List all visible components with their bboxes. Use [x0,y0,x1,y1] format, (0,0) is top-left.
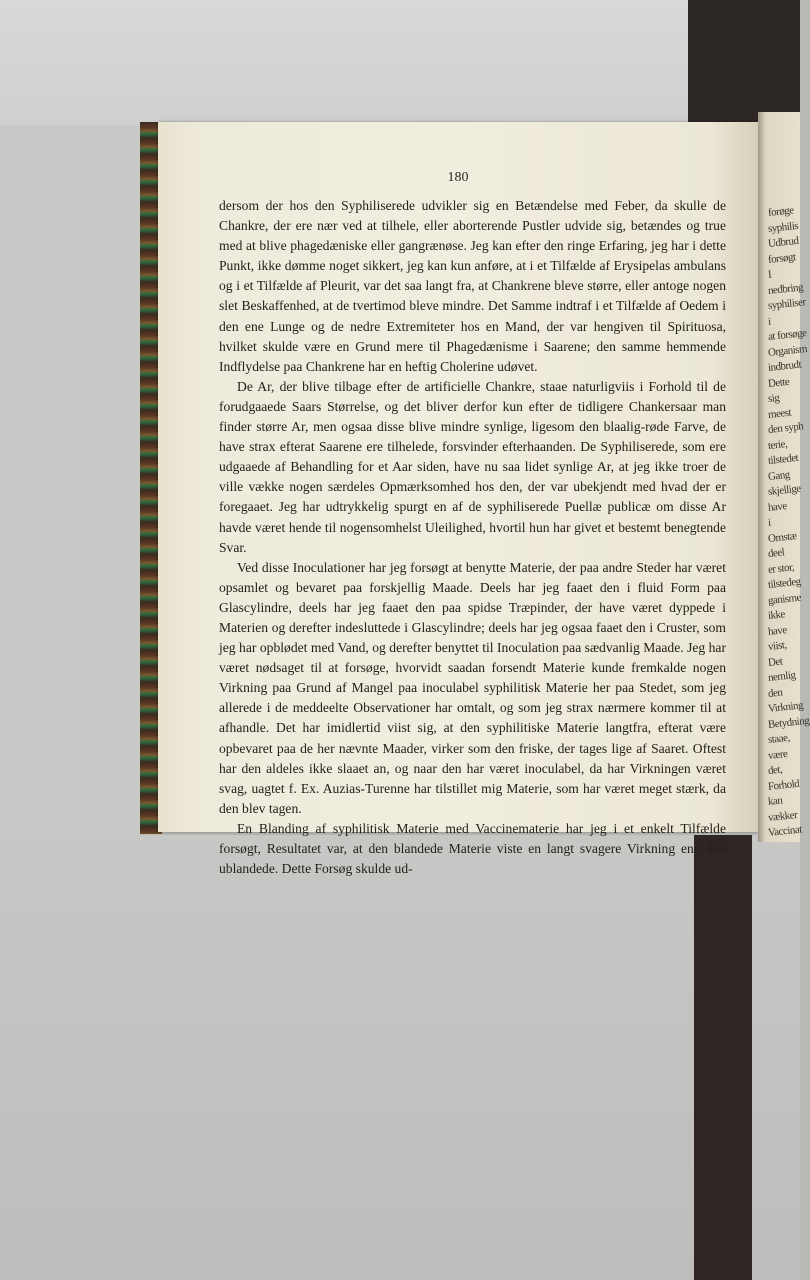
facing-page-fragment: den [767,686,783,700]
facing-page-fragment: staae, [767,731,791,746]
facing-page-fragment: forøge [767,204,795,219]
page-body-text [219,196,726,879]
facing-page-fragment: tilstedet [767,451,799,467]
facing-page-fragment: tilstedeg [767,575,802,591]
facing-page-fragment: kan [767,794,783,808]
facing-page-fragment: deel [767,546,785,560]
facing-page-fragment: Forhold [767,777,800,793]
paragraph: dersom der hos den Syphiliserede udvikler sig en Betændelse med Feber, da skulle de Chankre, der ere nær ved at tilhele, eller aborterende Pustler udvide sig, betændes og true med at blive phagedæniske eller gangrænøse. Jeg kan efter den ringe Erfaring, jeg har i dette Punkt, ikke dømme noget sikkert, jeg kan kun anføre, at i et Tilfælde af Erysipelas ambulans og i et Tilfælde af Pleurit, var det saa langt fra, at Chankrene bleve større, eller antoge nogen slet Beskaffenhed, at de tvertimod bleve mindre. Det Samme indtraf i et Tilfælde af Oedem i den ene Lunge og de nedre Extremiteter hos en Mand, der var hengiven til Spirituosa, hvilket skulde være en Grund mere til Phagedænisme i Saarene; den samme hemmende Indflydelse paa Chankrene har en heftig Cholerine udøvet. [219,198,726,374]
facing-page-fragment: Omstæ [767,529,798,545]
facing-page-fragment: meest [767,406,792,421]
facing-page-fragment: syphiliser [767,296,807,312]
paragraph: En Blanding af syphilitisk Materie med Vaccinematerie har jeg i et enkelt Tilfælde forsøgt, Resultatet var, at den blandede Materie viste en langt svagere Virkning end den ublandede. Dette Forsøg skulde ud- [219,820,726,877]
facing-page-fragment: ganisme [767,591,802,607]
facing-page-fragment: at forsøge [767,326,808,343]
facing-page-fragment: i [767,516,772,529]
facing-page-fragment: Virkning [767,699,804,715]
facing-page-fragment: viist, [767,639,788,653]
facing-page-fragment: være [767,747,788,762]
facing-page-fragment: Gang [767,468,791,483]
facing-page-fragment: nemlig [767,669,797,684]
facing-page-fragment: skjellige [767,482,802,498]
book-page [158,122,758,877]
facing-page-fragment: have [767,623,788,638]
facing-page-fragment: ikke [767,608,786,622]
facing-page-fragment: I [767,268,772,281]
facing-page-fragment: forsøgt [767,250,797,266]
facing-page-fragment: indbrudt [767,358,802,374]
facing-page-fragment: i [767,315,772,328]
scanner-background-bottom [0,835,800,1280]
facing-page-edge [758,112,810,842]
facing-page-fragment: Udbrud [767,234,800,250]
facing-page-fragment: Vaccinat [767,823,803,839]
page-number: 180 [447,170,469,185]
paragraph: De Ar, der blive tilbage efter de artificielle Chankre, staae naturligviis i Forhold til de forudgaaede Saars Størrelse, og det bliver derfor kun efter de tidligere Chankersaar man finder større Ar, men ogsaa disse blive mindre synlige, ligesom den blaalig-røde Farve, de have strax efterat Saarene ere tilhelede, forsvinder efterhaanden. De Syphiliserede, som ere udgaaede af Behandling for et Aar siden, have nu saa lidet synlige Ar, at jeg ikke troer de ville vække nogen særdeles Opmærksomhed hos den, der var ubekjendt med hvad der er foregaaet. Jeg har udtrykkelig spurgt en af de syphiliserede Puellæ publicæ om disse Ar havde været hende til nogensomhelst Uleilighed, hvortil hun har givet et bestemt benegtende Svar. [219,378,726,555]
scanner-background-left [0,125,140,835]
facing-page-fragment: Betydning [767,714,810,731]
facing-page-fragment: det, [767,763,783,777]
dark-background-strip [694,835,752,1280]
paragraph: Ved disse Inoculationer har jeg forsøgt at benytte Materie, der paa andre Steder har været opsamlet og bevaret paa forskjellig Maade. Deels har jeg faaet den i fluid Form paa Glascylindre, deels har jeg faaet den paa spidse Træpinder, der have været dyppede i Materien og derefter indesluttede i Glascylindre; deels har jeg ogsaa faaet den i Cruster, som jeg har opblødet med Vand, og derefter benyttet til Inoculation paa sædvanlig Maade. Jeg har været nødsaget til at forsøge, hvorvidt saadan forsendt Materie kunde fremkalde nogen Virkning paa Grund af Mangel paa inoculabel syphilitisk Materie her paa Stedet, som jeg allerede i de meddeelte Observationer har omtalt, og som jeg strax nærmere kommer til at afhandle. Det har imidlertid viist sig, at den syphilitiske Materie langtfra, efterat være opbevaret paa de her nævnte Maader, virker som den friske, der tages lige af Saaret. Oftest har den aldeles ikke slaaet an, og naar den har været inoculabel, da har Virkningen været svag, uagtet f. Ex. Auzias-Turenne har tilstillet mig Materie, som har været meget stærk, da den blev tagen. [219,559,726,816]
facing-page-fragment: Det [767,655,783,669]
facing-page-fragment: syphilis [767,219,799,235]
scanner-background-top [0,0,800,125]
facing-page-fragment: have [767,499,788,514]
facing-page-fragment: sig [767,391,780,405]
facing-page-fragment: Organism [767,342,808,359]
facing-page-fragment: den syph [767,420,804,436]
facing-page-fragment: er stor, [767,560,795,576]
facing-page-fragment: terie, [767,437,788,452]
facing-page-fragment: vækker [767,808,798,824]
facing-page-fragment: nedbring [767,280,804,297]
facing-page-fragment: Dette [767,375,790,390]
